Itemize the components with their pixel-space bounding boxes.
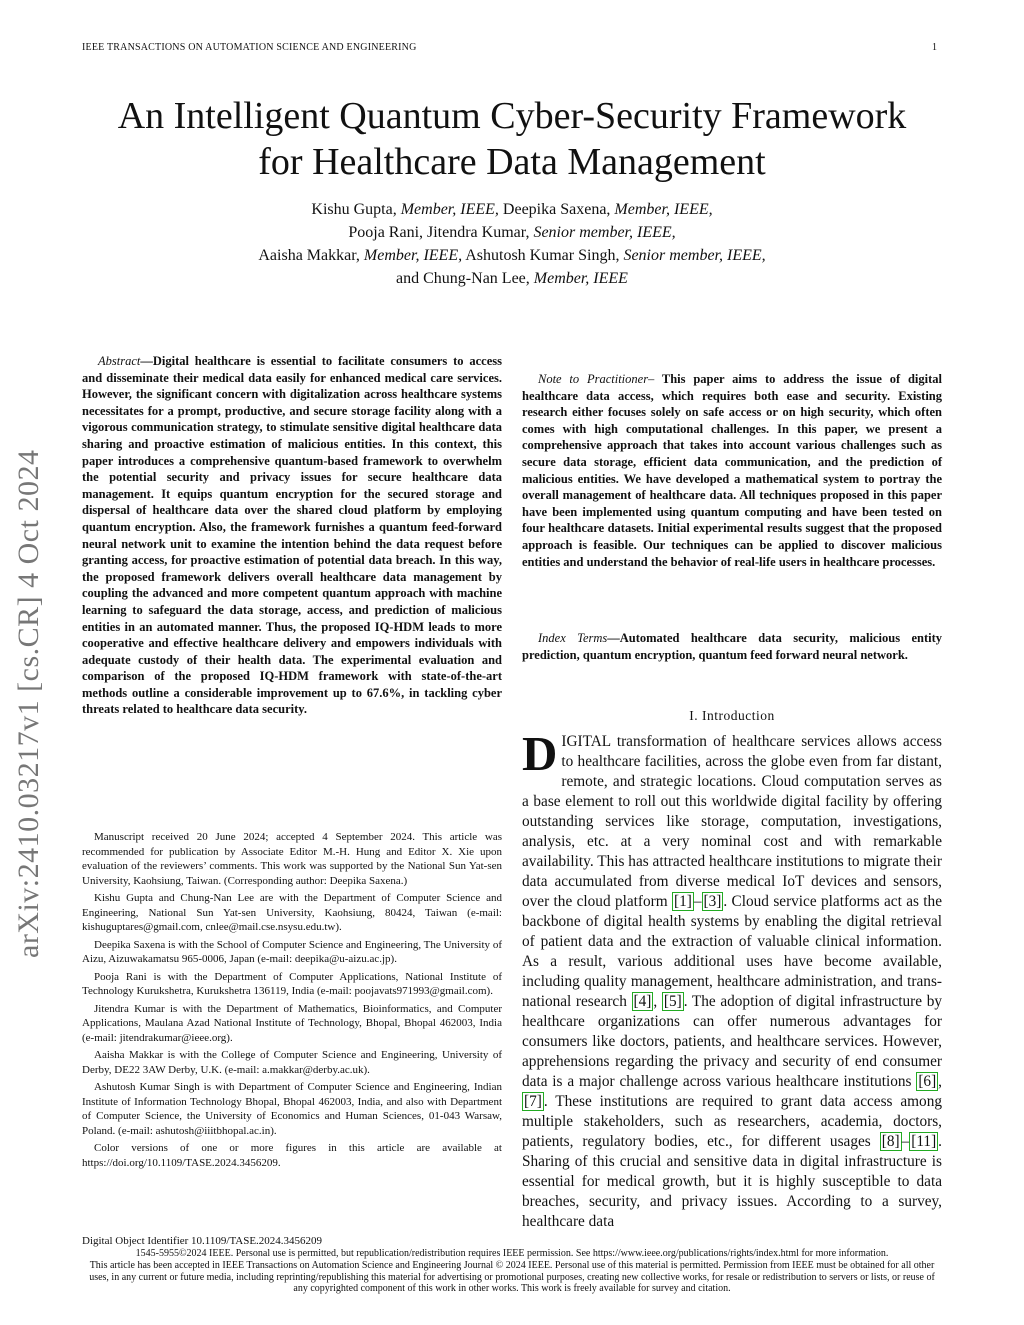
- author-role: Senior member, IEEE,: [623, 247, 766, 264]
- intro-text: . The adoption of digital infrastructure by healthcare organizations can offer numerous advantages for consumers like doctors, patients, and healthcare services. However, apprehensions regarding the privacy and security of end consumer data is a major challenge across various healthcare institutions: [522, 993, 942, 1090]
- author-role: Member, IEEE: [533, 270, 628, 287]
- citation-link[interactable]: [5]: [663, 993, 682, 1010]
- arxiv-identifier: arXiv:2410.03217v1 [cs.CR] 4 Oct 2024: [12, 449, 45, 958]
- copyright-line-1: 1545-5955©2024 IEEE. Personal use is permitted, but republication/redistribution requires IEEE permission. See https://www.ieee.org/publications/rights/index.html for more information.: [135, 1248, 889, 1259]
- title-line-1: An Intelligent Quantum Cyber-Security Framework: [117, 95, 907, 137]
- intro-text: . Sharing of this crucial and sensitive data in digital infrastructure is essential for medical growth, but it is highly susceptible to data breaches, security, and privacy issues. According to a survey, healthcare data: [522, 1133, 942, 1230]
- author-role: Member, IEEE,: [363, 247, 463, 264]
- drop-cap: D: [522, 726, 558, 781]
- page-number: 1: [932, 42, 937, 53]
- footnotes: [82, 830, 502, 1173]
- abstract: [82, 353, 502, 718]
- citation-link[interactable]: [4]: [633, 993, 652, 1010]
- index-terms-text: —Automated healthcare data security, malicious entity prediction, quantum encryption, quantum feed forward neural network.: [522, 631, 942, 662]
- note-to-practitioner: [522, 371, 942, 570]
- citation-link[interactable]: [11]: [911, 1133, 937, 1150]
- intro-text: ,: [938, 1073, 942, 1090]
- author-line-4: [0, 267, 1024, 290]
- footnote-affiliation: Aaisha Makkar is with the College of Computer Science and Engineering, University of Derby, DE22 3AW Derby, U.K. (e-mail: a.makkar@derby.ac.uk).: [82, 1049, 502, 1076]
- copyright-notice: [82, 1248, 942, 1295]
- abstract-text: —Digital healthcare is essential to facilitate consumers to access and disseminate their medical data easily for enhanced medical care services. However, the significant concern with digitalization across healthcare systems necessitates for a prompt, productive, and secure storage facility along with a vigorous communication strategy, to stimulate sensitive digital healthcare data sharing and proactive estimation of malicious entities. In this context, this paper introduces a comprehensive quantum-based framework to overwhelm the potential security and privacy issues for secure healthcare data management. It equips quantum encryption for the secured storage and dispersal of healthcare data over the shared cloud platform by employing quantum encryption. Also, the framework furnishes a quantum feed-forward neural network unit to examine the intention behind the data request before granting access, for proactive estimation of potential data breach. In this way, the proposed framework delivers overall healthcare data management by coupling the advanced and more competent quantum approach with machine learning to safeguard the data storage, access, and prediction of malicious entities in an automated manner. Thus, the proposed IQ-HDM leads to more cooperative and effective healthcare delivery and empowers individuals with adequate custody of their health data. The experimental evaluation and comparison of the proposed IQ-HDM framework with state-of-the-art methods outline a considerable improvement up to 67.6%, in tackling cyber threats related to healthcare data security.: [82, 354, 502, 717]
- author-name: Ashutosh Kumar Singh,: [465, 247, 620, 264]
- footnote-affiliation: Ashutosh Kumar Singh is with Department of Computer Science and Engineering, Indian Institute of Information Technology Bhopal, Bhopal 462003, India, and also with Department of Computer Science, the University of Economics and Human Sciences, 01-043 Warsaw, Poland. (e-mail: ashutosh@iiitbhopal.ac.in).: [82, 1081, 502, 1137]
- footnote-affiliation: Pooja Rani is with the Department of Computer Applications, National Institute of Technology Kurukshetra, Kurukshetra 136119, India (e-mail: poojavats971993@gmail.com).: [82, 970, 502, 997]
- intro-text: –: [901, 1133, 910, 1150]
- running-head: IEEE TRANSACTIONS ON AUTOMATION SCIENCE AND ENGINEERING: [82, 42, 417, 53]
- author-role: Member, IEEE,: [400, 201, 499, 218]
- intro-text: . Cloud service platforms act as the backbone of digital health systems by enabling the digital retrieval of patient data and the extraction of valuable clinical information. As a result, various additional uses have become available, including quality management, healthcare administration, and trans-national research: [522, 893, 942, 1010]
- index-terms: [522, 630, 942, 663]
- note-text: This paper aims to address the issue of digital healthcare data access, which requires both ease and security. Existing research either focuses solely on safe access or on high security, which often comes with high computational challenges. In this paper, we present a comprehensive approach that takes into account various challenges such as secure data storage, efficient data communication, and the prediction of malicious entities. We have developed a mathematical system to portray the overall management of healthcare data. All techniques proposed in this paper have been implemented using quantum computing and have been tested on four healthcare datasets. Initial experimental results suggest that the proposed approach is feasible. Our techniques can be applied to discover malicious entities and understand the behavior of real-life users in healthcare processes.: [522, 372, 943, 569]
- intro-text: . These institutions are required to grant data access among multiple stakeholders, such as researchers, academia, doctors, patients, regulatory bodies, etc., for different usages: [522, 1093, 942, 1150]
- footnote-color-versions: Color versions of one or more figures in this article are available at https://doi.org/10.1109/TASE.2024.3456209.: [82, 1142, 502, 1169]
- author-line-3: [0, 244, 1024, 267]
- author-list: [0, 198, 1024, 290]
- intro-text: ,: [653, 993, 662, 1010]
- author-name: Kishu Gupta,: [311, 201, 397, 218]
- footnote-affiliation: Jitendra Kumar is with the Department of Mathematics, Bioinformatics, and Computer Applications, Maulana Azad National Institute of Technology, Bhopal, Bhopal 462003, India (e-mail: jitendrakumar@ieee.org).: [82, 1002, 502, 1044]
- citation-link[interactable]: [1]: [674, 893, 692, 910]
- footnote-affiliation: Kishu Gupta and Chung-Nan Lee are with the Department of Computer Science and Engineering, National Sun Yat-sen University, Kaohsiung, 80424, Taiwan (e-mail: kishuguptares@gmail.com, cnlee@mail.cse.nsysu.edu.tw).: [82, 892, 502, 933]
- section-heading-introduction: I. Introduction: [689, 708, 775, 723]
- footnote-doi: Digital Object Identifier 10.1109/TASE.2024.3456209: [82, 1235, 323, 1247]
- abstract-label: Abstract: [98, 354, 141, 368]
- title-line-2: for Healthcare Data Management: [258, 141, 766, 183]
- footnote-affiliation: Deepika Saxena is with the School of Computer Science and Engineering, The University of Aizu, Aizuwakamatsu 965-0006, Japan (e-mail: deepika@u-aizu.ac.jp).: [82, 938, 502, 965]
- citation-link[interactable]: [3]: [703, 893, 722, 910]
- footnote-manuscript: Manuscript received 20 June 2024; accepted 4 September 2024. This article was recommended for publication by Associate Editor M.-H. Hung and Editor X. Xie upon evaluation of the reviewers’ comments. This work was supported by the National Sun Yat-sen University, Kaohsiung, Taiwan. (Corresponding author: Deepika Saxena.): [82, 831, 502, 887]
- author-line-2: [0, 221, 1024, 244]
- citation-link[interactable]: [6]: [918, 1073, 937, 1090]
- author-role: Senior member, IEEE,: [533, 224, 676, 241]
- author-role: Member, IEEE,: [614, 201, 713, 218]
- index-terms-label: Index Terms: [538, 631, 608, 645]
- author-name: Deepika Saxena,: [502, 201, 611, 218]
- author-name: Pooja Rani, Jitendra Kumar,: [348, 224, 530, 241]
- copyright-line-2: This article has been accepted in IEEE Transactions on Automation Science and Engineering Journal © 2024 IEEE. Personal use of this material is permitted. Permission from IEEE must be obtained for all other uses, in any current or future media, including reprinting/republishing this material for advertising or promotional purposes, creating new collective works, for resale or redistribution to servers or lists, or reuse of any copyrighted component of this work in other works. This work is freely available for survey and citation.: [89, 1259, 935, 1295]
- note-label: Note to Practitioner–: [538, 372, 655, 386]
- paper-title: [0, 93, 1024, 185]
- intro-text: IGITAL transformation of healthcare services allows access to healthcare facilities, across the globe even from far distant, remote, and strategic locations. Cloud computation serves as a base element to roll out this worldwide digital facility by offering outstanding services like storage, computation, investigations, analysis, etc. at a very nominal cost and with remarkable availability. This has attracted healthcare institutions to migrate their data accumulated from diverse medical IoT devices and sensors, over the cloud platform: [522, 733, 942, 910]
- citation-link[interactable]: [7]: [524, 1093, 542, 1110]
- citation-link[interactable]: [8]: [881, 1133, 900, 1150]
- author-name: Aaisha Makkar,: [258, 247, 360, 264]
- intro-text: –: [693, 893, 702, 910]
- introduction-body: [522, 726, 942, 1232]
- author-line-1: [0, 198, 1024, 221]
- author-name: and Chung-Nan Lee,: [396, 270, 530, 287]
